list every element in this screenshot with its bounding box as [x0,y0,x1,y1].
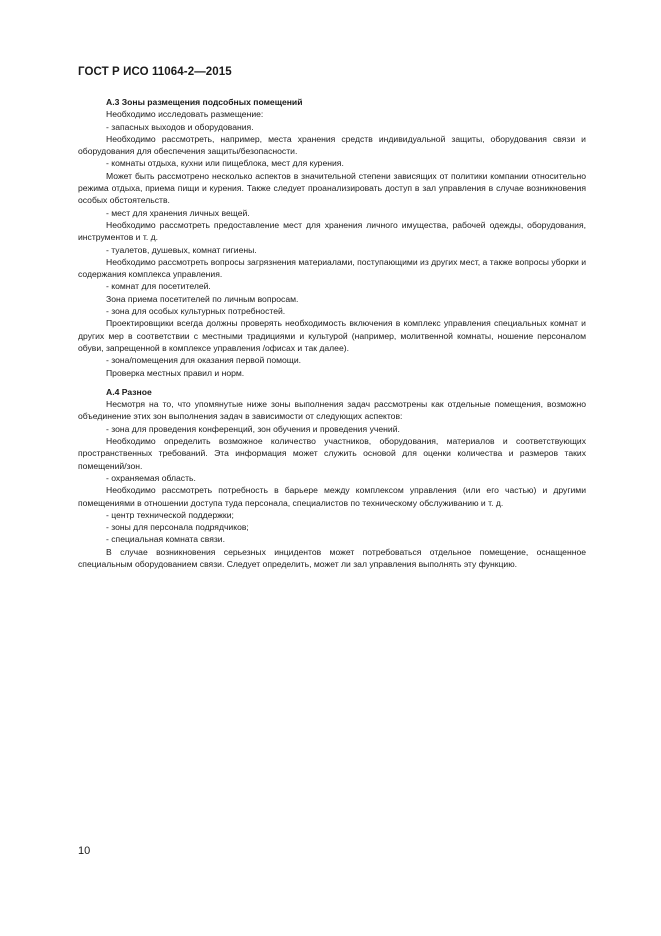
paragraph: Необходимо рассмотреть потребность в барьере между комплексом управления (или его частью) и другими помещениями в отношении доступа туда персонала, специалистов по техническому обслуживанию и т. д. [78,485,586,508]
list-item: - комнат для посетителей. [106,281,211,292]
paragraph: Проверка местных правил и норм. [106,367,245,378]
list-item: - специальная комната связи. [106,534,225,545]
paragraph: Необходимо определить возможное количество участников, оборудования, материалов и соответствующих пространственных требований. Эта информация может служить основой для оценки количества и размеров таких помещений/зон. [78,436,586,471]
list-item: - зона для особых культурных потребностей. [106,306,286,317]
page-number: 10 [78,845,91,857]
paragraph: Зона приема посетителей по личным вопросам. [106,293,299,304]
paragraph: В случае возникновения серьезных инцидентов может потребоваться отдельное помещение, оснащенное специальным оборудованием связи. Следует определить, может ли зал управления выполнять эту функцию. [78,546,586,569]
paragraph: Несмотря на то, что упомянутые ниже зоны выполнения задач рассмотрены как отдельные помещения, возможно объединение этих зон выполнения задач в зависимости от следующих аспектов: [78,399,586,422]
document-body [78,96,586,570]
paragraph: Необходимо рассмотреть предоставление мест для хранения личного имущества, рабочей одежды, оборудования, инструментов и т. д. [78,219,586,243]
document-header: ГОСТ Р ИСО 11064-2—2015 [78,66,232,78]
paragraph: Необходимо рассмотреть, например, места хранения средств индивидуальной защиты, оборудования связи и оборудования для обеспечения защиты/безопасности. [78,133,586,157]
paragraph: Проектировщики всегда должны проверять необходимость включения в комплекс управления специальных комнат и других мер в соответствии с местными традициями и культурой (например, молитвенной комнаты, ношение персоналом обуви, запрещенной в комплексе управления /офисах и так далее). [78,318,586,353]
list-item: - охраняемая область. [106,472,196,483]
list-item: - комнаты отдыха, кухни или пищеблока, мест для курения. [106,158,344,169]
list-item: - туалетов, душевых, комнат гигиены. [106,244,257,255]
list-item: - зона/помещения для оказания первой помощи. [106,355,302,366]
list-item: - центр технической поддержки; [106,509,234,520]
list-item: - зона для проведения конференций, зон обучения и проведения учений. [106,423,400,434]
paragraph: Необходимо рассмотреть вопросы загрязнения материалами, поступающими из других мест, а также вопросы уборки и содержания комплекса управления. [78,256,586,280]
list-item: - зоны для персонала подрядчиков; [106,522,249,533]
list-item: - мест для хранения личных вещей. [106,207,250,218]
section-title-a3: А.3 Зоны размещения подсобных помещений [106,97,303,107]
paragraph: Может быть рассмотрено несколько аспектов в значительной степени зависящих от политики компании относительно режима отдыха, приема пищи и курения. Также следует проанализировать доступ в зал управления в случае возникновения особых обстоятельств. [78,170,586,206]
list-item: - запасных выходов и оборудования. [106,121,254,132]
section-title-a4: А.4 Разное [106,386,152,397]
paragraph: Необходимо исследовать размещение: [106,109,264,120]
